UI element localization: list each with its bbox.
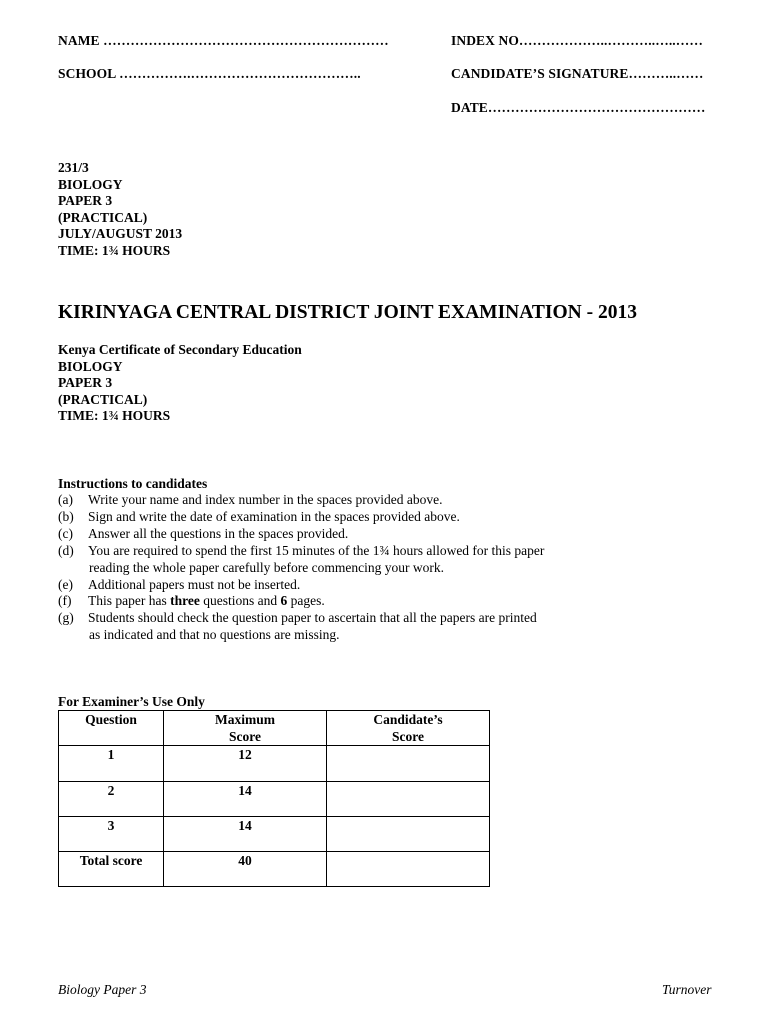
- header-maximum-score: [164, 711, 327, 746]
- header-question: [59, 711, 164, 746]
- certificate-name: Kenya Certificate of Secondary Education: [58, 342, 302, 357]
- question-cell: 3: [59, 817, 164, 852]
- candidate-score-cell[interactable]: [327, 782, 490, 817]
- paper-code: 231/3: [58, 160, 89, 175]
- certificate-info: [58, 342, 302, 425]
- instruction-label: (a): [58, 492, 73, 507]
- instructions-list: [58, 492, 544, 644]
- signature-field[interactable]: CANDIDATE’S SIGNATURE………..……: [451, 66, 704, 81]
- instruction-label: (g): [58, 610, 74, 626]
- candidate-score-cell[interactable]: [327, 852, 490, 887]
- instruction-item: [58, 593, 544, 610]
- candidate-score-cell[interactable]: [327, 817, 490, 852]
- certificate-type: (PRACTICAL): [58, 391, 148, 407]
- candidate-score-cell[interactable]: [327, 746, 490, 782]
- instruction-text: Write your name and index number in the spaces provided above.: [88, 492, 443, 507]
- max-score-cell: 14: [164, 782, 327, 817]
- examiner-table-caption: For Examiner’s Use Only: [58, 694, 205, 709]
- question-cell: 2: [59, 782, 164, 817]
- paper-number: PAPER 3: [58, 193, 113, 209]
- certificate-paper: PAPER 3: [58, 375, 113, 391]
- instruction-text: Sign and write the date of examination in the spaces provided above.: [88, 508, 460, 524]
- paper-time: TIME: 1¾ HOURS: [58, 242, 171, 258]
- table-row: [59, 782, 490, 817]
- school-field[interactable]: SCHOOL …………….………………………………..: [58, 66, 361, 81]
- question-cell: 1: [59, 746, 164, 782]
- instruction-continuation: as indicated and that no questions are missing.: [89, 627, 340, 643]
- header-max-line1: Maximum: [215, 712, 275, 727]
- instruction-label: (b): [58, 508, 74, 524]
- index-no-field[interactable]: INDEX NO………………..………..…..……: [451, 33, 703, 48]
- instruction-text: You are required to spend the first 15 minutes of the 1¾ hours allowed for this paper: [88, 542, 545, 558]
- footer-paper-name: Biology Paper 3: [58, 982, 147, 997]
- header-max-line2: Score: [229, 729, 261, 744]
- table-row: [59, 852, 490, 887]
- paper-type: (PRACTICAL): [58, 209, 148, 225]
- instruction-text-part: This paper has: [88, 593, 171, 609]
- instruction-item: [58, 577, 544, 594]
- paper-session: JULY/AUGUST 2013: [58, 226, 183, 242]
- header-cand-line2: Score: [392, 729, 424, 744]
- page-count: 6: [280, 593, 288, 609]
- table-row: [59, 817, 490, 852]
- instruction-text: Answer all the questions in the spaces provided.: [88, 525, 349, 541]
- instruction-item: [58, 509, 544, 526]
- header-candidate-score: [327, 711, 490, 746]
- instruction-label: (c): [58, 525, 73, 541]
- instruction-text-part: questions and: [199, 593, 281, 609]
- paper-subject: BIOLOGY: [58, 176, 123, 192]
- header-question-label: Question: [85, 712, 137, 727]
- instruction-text: [88, 593, 325, 610]
- instruction-item: [58, 492, 544, 509]
- instruction-item: [58, 543, 544, 560]
- instruction-continuation: reading the whole paper carefully before commencing your work.: [89, 559, 444, 575]
- table-header-row: [59, 711, 490, 746]
- instruction-text-part: pages.: [287, 593, 325, 609]
- max-score-cell: 12: [164, 746, 327, 782]
- exam-title: KIRINYAGA CENTRAL DISTRICT JOINT EXAMINATION - 2013: [58, 302, 637, 323]
- instruction-item: [58, 610, 544, 627]
- instruction-label: (e): [58, 576, 73, 592]
- certificate-subject: BIOLOGY: [58, 358, 123, 374]
- examiner-score-table: [58, 710, 490, 887]
- max-score-cell: 14: [164, 817, 327, 852]
- instruction-item: [58, 526, 544, 543]
- instruction-text: Additional papers must not be inserted.: [88, 576, 301, 592]
- header-cand-line1: Candidate’s: [373, 712, 443, 727]
- instruction-text: Students should check the question paper to ascertain that all the papers are printed: [88, 610, 537, 626]
- paper-info: [58, 160, 182, 260]
- certificate-time: TIME: 1¾ HOURS: [58, 408, 171, 424]
- instructions-title: Instructions to candidates: [58, 476, 208, 491]
- question-count: three: [170, 593, 200, 609]
- table-row: [59, 746, 490, 782]
- footer-turnover: Turnover: [662, 982, 712, 997]
- instruction-label: (d): [58, 542, 74, 558]
- question-cell: Total score: [59, 852, 164, 887]
- date-field[interactable]: DATE…………………………………………: [451, 100, 706, 115]
- instruction-label: (f): [58, 593, 72, 609]
- name-field[interactable]: NAME ………………………………………………………: [58, 33, 389, 48]
- max-score-cell: 40: [164, 852, 327, 887]
